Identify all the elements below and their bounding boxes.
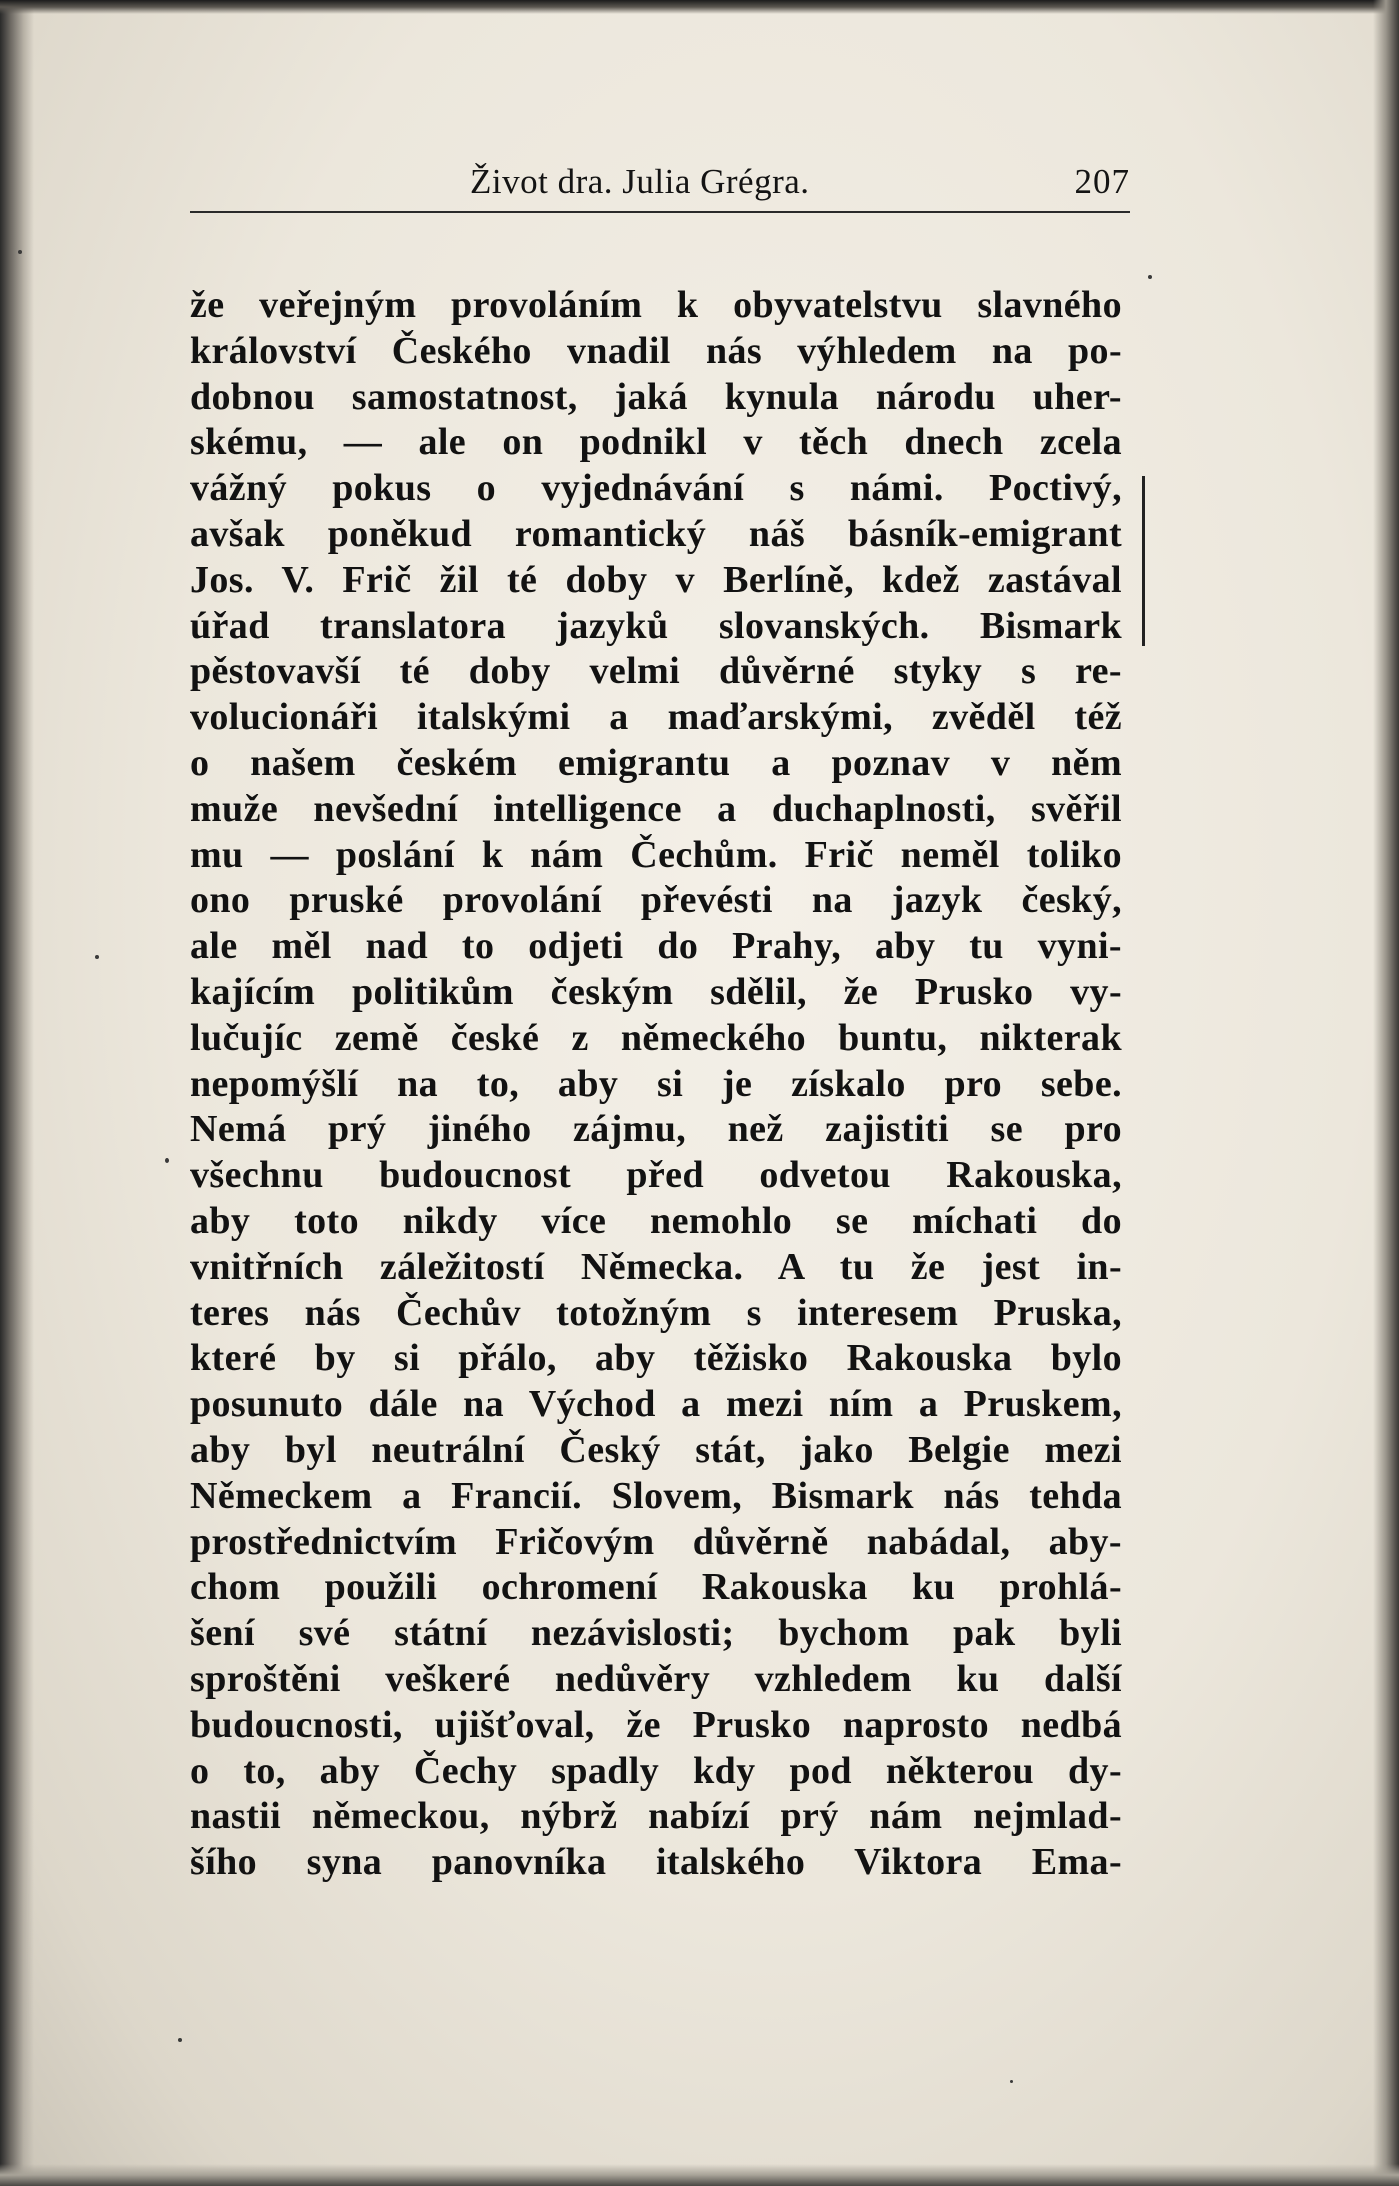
text-line: ono pruské provolání převésti na jazyk český, — [190, 879, 1122, 922]
text-line: aby toto nikdy více nemohlo se míchati do — [190, 1199, 1122, 1242]
scan-speck — [178, 2038, 182, 2042]
text-line: šího syna panovníka italského Viktora Ema- — [190, 1841, 1122, 1884]
text-line: budoucnosti, ujišťoval, že Prusko naprosto nedbá — [190, 1703, 1122, 1746]
body-text — [190, 283, 1122, 1886]
text-line: kajícím politikům českým sdělil, že Prusko vy- — [190, 970, 1122, 1013]
text-line: skému, — ale on podnikl v těch dnech zcela — [190, 421, 1122, 464]
text-line: chom použili ochromení Rakouska ku prohlá- — [190, 1566, 1122, 1609]
text-line: volucionáři italskými a maďarskými, zvěděl též — [190, 696, 1122, 739]
text-line: úřad translatora jazyků slovanských. Bismark — [190, 604, 1122, 647]
scan-speck — [18, 250, 22, 254]
text-line: Německem a Francií. Slovem, Bismark nás tehda — [190, 1474, 1122, 1517]
margin-pencil-mark — [1142, 476, 1145, 646]
page-top-shadow — [0, 0, 1399, 14]
text-line: posunuto dále na Východ a mezi ním a Pruskem, — [190, 1383, 1122, 1426]
scan-speck — [1010, 2080, 1013, 2083]
running-title: Život dra. Julia Grégra. — [470, 162, 810, 201]
scan-speck — [95, 955, 99, 959]
text-line: prostřednictvím Fričovým důvěrně nabádal, aby- — [190, 1520, 1122, 1563]
page-right-shadow — [1373, 0, 1399, 2186]
page-number: 207 — [1074, 162, 1130, 201]
text-line: vážný pokus o vyjednávání s námi. Poctivý, — [190, 467, 1122, 510]
text-line: Jos. V. Frič žil té doby v Berlíně, kdež zastával — [190, 558, 1122, 601]
text-line: mu — poslání k nám Čechům. Frič neměl toliko — [190, 833, 1122, 876]
text-line: avšak poněkud romantický náš básník-emigrant — [190, 512, 1122, 555]
text-line: které by si přálo, aby těžisko Rakouska bylo — [190, 1337, 1122, 1380]
text-line: aby byl neutrální Český stát, jako Belgie mezi — [190, 1428, 1122, 1471]
text-line: Nemá prý jiného zájmu, než zajistiti se pro — [190, 1108, 1122, 1151]
page-bottom-shadow — [0, 2164, 1399, 2186]
text-line: lučujíc země české z německého buntu, nikterak — [190, 1016, 1122, 1059]
text-line: o našem českém emigrantu a poznav v něm — [190, 741, 1122, 784]
scan-speck — [1148, 275, 1152, 279]
text-line: pěstovavší té doby velmi důvěrné styky s re- — [190, 650, 1122, 693]
running-head — [190, 162, 1130, 218]
text-line: království Českého vnadil nás výhledem na po- — [190, 329, 1122, 372]
text-line: ale měl nad to odjeti do Prahy, aby tu vyni- — [190, 925, 1122, 968]
text-line: nepomýšlí na to, aby si je získalo pro sebe. — [190, 1062, 1122, 1105]
text-line: nastii německou, nýbrž nabízí prý nám nejmlad- — [190, 1795, 1122, 1838]
text-line: všechnu budoucnost před odvetou Rakouska, — [190, 1154, 1122, 1197]
text-line: o to, aby Čechy spadly kdy pod některou dy- — [190, 1749, 1122, 1792]
text-line: dobnou samostatnost, jaká kynula národu uher- — [190, 375, 1122, 418]
text-line: teres nás Čechův totožným s interesem Pruska, — [190, 1291, 1122, 1334]
page-left-shadow — [0, 0, 34, 2186]
text-line: vnitřních záležitostí Německa. A tu že jest in- — [190, 1245, 1122, 1288]
scan-speck — [165, 1158, 169, 1163]
header-rule — [190, 211, 1130, 213]
text-line: sproštěni veškeré nedůvěry vzhledem ku další — [190, 1657, 1122, 1700]
text-line: muže nevšední intelligence a duchaplnosti, svěřil — [190, 787, 1122, 830]
text-line: že veřejným provoláním k obyvatelstvu slavného — [190, 284, 1122, 326]
text-line: šení své státní nezávislosti; bychom pak byli — [190, 1612, 1122, 1655]
